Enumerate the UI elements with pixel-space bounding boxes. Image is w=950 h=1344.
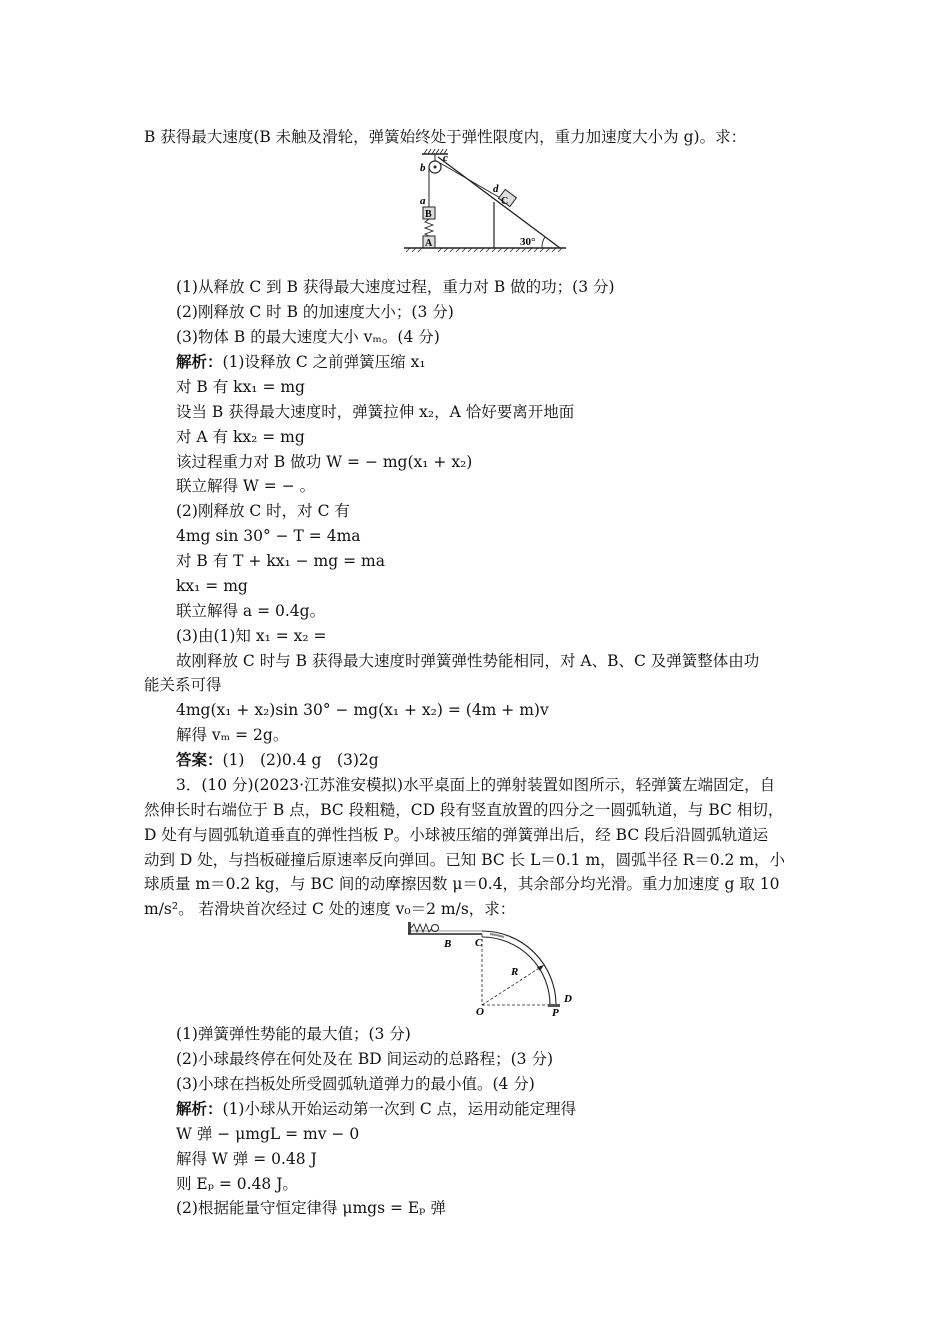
label-R: R [511, 966, 519, 978]
p2-solution-line: 联立解得 a = 0.4g。 [176, 602, 326, 620]
spring [425, 219, 433, 236]
incline [438, 157, 560, 248]
figure-spring-arc [404, 920, 588, 1018]
p3-question-2: (2)小球最终停在何处及在 BD 间运动的总路程；(3 分) [176, 1050, 554, 1068]
section-lead: 解析： [176, 352, 223, 371]
label-P: P [552, 1007, 559, 1018]
p3-solution-line: 解析：(1)小球从开始运动第一次到 C 点，运用动能定理得 [176, 1099, 577, 1118]
p2-solution-line: 能关系可得 [144, 676, 222, 694]
p2-solution-line: 解得 vₘ = 2g。 [176, 726, 289, 744]
label-A: A [425, 238, 433, 249]
ball [432, 925, 439, 932]
p3-solution-line: 则 Eₚ = 0.48 J。 [176, 1175, 298, 1193]
label-B: B [425, 209, 432, 220]
p3-question-1: (1)弹簧弹性势能的最大值；(3 分) [176, 1025, 411, 1043]
p2-solution-line: 故刚释放 C 时与 B 获得最大速度时弹簧弹性势能相同，对 A、B、C 及弹簧整体由功 [176, 652, 760, 670]
p2-answer: 答案：(1) (2)0.4 g (3)2g [176, 750, 379, 769]
p3-statement-line: 球质量 m＝0.2 kg，与 BC 间的动摩擦因数 μ＝0.4，其余部分均光滑。重力加速度 g 取 10 [144, 875, 780, 893]
p3-statement-line: 然伸长时右端位于 B 点，BC 段粗糙，CD 段有竖直放置的四分之一圆弧轨道，与 BC 相切， [144, 801, 784, 819]
p3-statement-line: 动到 D 处，与挡板碰撞后原速率反向弹回。已知 BC 长 L＝0.1 m，圆弧半径 R＝0.2 m，小 [144, 851, 786, 869]
problem2-intro: B 获得最大速度(B 未触及滑轮，弹簧始终处于弹性限度内，重力加速度大小为 g)。求： [144, 128, 747, 146]
p2-question-1: (1)从释放 C 到 B 获得最大速度过程，重力对 B 做的功；(3 分) [176, 278, 615, 296]
label-D: D [564, 993, 572, 1005]
arc-track [482, 931, 556, 1005]
p3-question-3: (3)小球在挡板处所受圆弧轨道弹力的最小值。(4 分) [176, 1075, 535, 1093]
label-B: B [444, 938, 452, 950]
section-lead: 解析： [176, 1099, 223, 1118]
p2-solution-line: kx₁ = mg [176, 577, 248, 595]
p3-solution-line: (2)根据能量守恒定律得 μmgs = Eₚ 弹 [176, 1199, 446, 1217]
label-O: O [476, 1006, 484, 1018]
p3-solution-line: 解得 W 弹 = 0.48 J [176, 1150, 317, 1168]
label-d: d [493, 183, 499, 195]
p2-solution-line: (2)刚释放 C 时，对 C 有 [176, 502, 350, 520]
p2-solution-line: 联立解得 W = − 。 [176, 477, 316, 495]
p2-solution-line: (3)由(1)知 x₁ = x₂ = [176, 627, 327, 645]
label-angle: 30° [520, 236, 536, 248]
figure-pulley-incline [398, 148, 578, 256]
p2-solution-line: 该过程重力对 B 做功 W = − mg(x₁ + x₂) [176, 453, 473, 471]
p2-solution-line: 4mg sin 30° − T = 4ma [176, 527, 361, 545]
label-C: C [501, 196, 509, 207]
p2-solution-line: 解析：(1)设释放 C 之前弹簧压缩 x₁ [176, 352, 426, 371]
p2-question-3: (3)物体 B 的最大速度大小 vₘ。(4 分) [176, 328, 440, 346]
p2-question-2: (2)刚释放 C 时 B 的加速度大小；(3 分) [176, 303, 454, 321]
p2-solution-line: 设当 B 获得最大速度时，弹簧拉伸 x₂，A 恰好要离开地面 [176, 403, 575, 421]
label-C: C [475, 937, 483, 949]
label-b: b [420, 162, 426, 174]
p2-solution-line: 对 B 有 kx₁ = mg [176, 378, 305, 396]
label-c: c [443, 152, 448, 164]
p3-statement-line: m/s²。 若滑块首次经过 C 处的速度 v₀＝2 m/s，求： [144, 900, 516, 918]
p3-statement-line: D 处有与圆弧轨道垂直的弹性挡板 P。小球被压缩的弹簧弹出后，经 BC 段后沿圆弧轨道运 [144, 826, 769, 844]
section-lead: 答案： [176, 750, 223, 769]
p2-solution-line: 对 B 有 T + kx₁ − mg = ma [176, 552, 385, 570]
p3-statement-line: 3．(10 分)(2023·江苏淮安模拟)水平桌面上的弹射装置如图所示，轻弹簧左端固定，自 [176, 776, 776, 794]
p3-solution-line: W 弹 − μmgL = mv − 0 [176, 1125, 360, 1143]
p2-solution-line: 4mg(x₁ + x₂)sin 30° − mg(x₁ + x₂) = (4m + m)v [176, 701, 549, 719]
p2-solution-line: 对 A 有 kx₂ = mg [176, 428, 305, 446]
label-a: a [420, 195, 426, 207]
